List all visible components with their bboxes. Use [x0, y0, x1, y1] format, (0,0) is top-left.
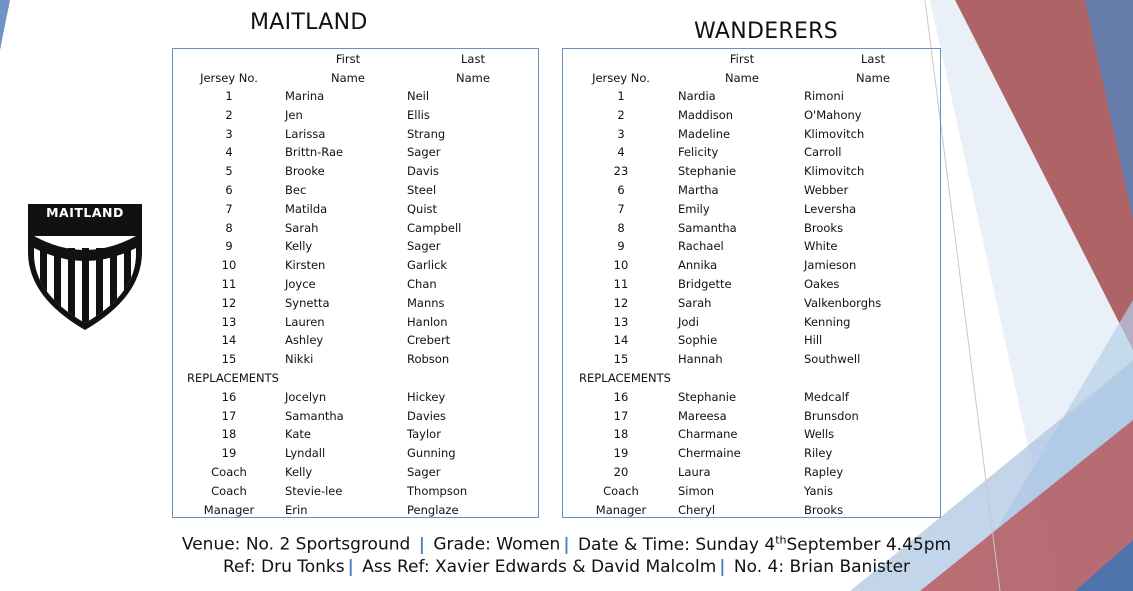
table-row — [173, 221, 538, 240]
last-name: Rapley — [804, 465, 844, 479]
jersey-number: Coach — [211, 465, 247, 479]
first-name: Mareesa — [678, 408, 727, 423]
first-name: Madeline — [678, 126, 731, 141]
first-name: Jodi — [678, 314, 699, 329]
first-name: Emily — [678, 201, 710, 216]
last-name: Gunning — [407, 446, 456, 461]
first-name: Synetta — [285, 295, 330, 310]
last-name: Davies — [407, 408, 446, 423]
last-name: Klimovitch — [804, 164, 865, 179]
jersey-number: 8 — [225, 220, 233, 235]
first-name: Cheryl — [678, 502, 716, 517]
ass-ref-text: Ass Ref: Xavier Edwards & David Malcolm — [362, 557, 717, 577]
jersey-number: 19 — [613, 446, 629, 461]
jersey-number: 1 — [225, 89, 233, 103]
table-row — [563, 503, 940, 522]
jersey-number: Manager — [595, 502, 647, 517]
first-name: Samantha — [285, 408, 344, 423]
last-name: Brooks — [804, 502, 844, 517]
first-name: Laura — [678, 465, 711, 479]
first-name: Bec — [285, 183, 307, 197]
header-last-top: Last — [861, 52, 885, 66]
first-name: Martha — [678, 183, 719, 197]
first-name: Felicity — [678, 145, 719, 160]
jersey-number: 6 — [225, 183, 233, 197]
table-row — [563, 164, 940, 183]
table-row — [563, 409, 940, 428]
first-name: Rachael — [678, 239, 724, 254]
first-name: Kate — [285, 427, 311, 442]
jersey-number: 12 — [221, 295, 237, 310]
last-name: Leversha — [804, 201, 857, 216]
first-name: Joyce — [285, 277, 316, 291]
team-title-maitland: MAITLAND — [250, 10, 368, 35]
jersey-number: 3 — [225, 126, 233, 141]
table-row — [563, 390, 940, 409]
last-name: White — [804, 239, 838, 254]
grade-text: Grade: Women — [433, 534, 561, 555]
separator: | — [418, 534, 425, 555]
first-name: Lyndall — [285, 446, 326, 461]
last-name: Jamieson — [804, 258, 857, 273]
team-panel-maitland — [172, 48, 539, 518]
table-row — [563, 465, 940, 484]
jersey-number: 11 — [613, 277, 629, 291]
jersey-number: 10 — [221, 258, 237, 273]
team-title-wanderers: WANDERERS — [694, 19, 839, 44]
last-name: Manns — [407, 295, 445, 310]
header-jersey: Jersey No. — [200, 71, 258, 85]
jersey-number: 19 — [221, 446, 237, 461]
last-name: Sager — [407, 145, 441, 160]
header-last-top: Last — [461, 52, 485, 66]
first-name: Kirsten — [285, 258, 326, 273]
last-name: Sager — [407, 239, 441, 254]
first-name: Jocelyn — [285, 389, 327, 404]
table-row — [173, 108, 538, 127]
venue-text: Venue: No. 2 Sportsground — [181, 534, 411, 555]
table-row — [563, 145, 940, 164]
separator: | — [719, 557, 726, 577]
no4-text: No. 4: Brian Banister — [733, 557, 911, 577]
table-row — [563, 221, 940, 240]
table-row — [173, 183, 538, 202]
table-row — [173, 296, 538, 315]
last-name: Klimovitch — [804, 126, 865, 141]
last-name: Riley — [804, 446, 833, 461]
first-name: Matilda — [285, 201, 328, 216]
last-name: Kenning — [804, 314, 851, 329]
separator: | — [563, 534, 570, 555]
logo-title-text: MAITLAND — [46, 205, 124, 220]
first-name: Hannah — [678, 352, 723, 367]
jersey-number: 17 — [613, 408, 629, 423]
first-name: Charmane — [678, 427, 738, 442]
last-name: Sager — [407, 465, 441, 479]
jersey-number: 15 — [613, 352, 629, 367]
replacements-heading: REPLACEMENTS — [579, 371, 671, 385]
jersey-number: 9 — [617, 239, 625, 254]
first-name: Jen — [285, 107, 303, 122]
team-panel-wanderers — [562, 48, 941, 518]
last-name: Quist — [407, 201, 438, 216]
last-name: Robson — [407, 352, 450, 367]
datetime-text: Date & Time: Sunday 4thSeptember 4.45pm — [577, 533, 952, 555]
jersey-number: 12 — [613, 295, 629, 310]
table-row — [173, 390, 538, 409]
jersey-number: 2 — [617, 107, 625, 122]
last-name: Carroll — [804, 145, 842, 160]
last-name: Webber — [804, 183, 849, 197]
jersey-number: 11 — [221, 277, 237, 291]
first-name: Marina — [285, 89, 325, 103]
table-row — [173, 352, 538, 371]
table-row — [173, 277, 538, 296]
jersey-number: 23 — [613, 164, 629, 179]
last-name: Campbell — [407, 220, 462, 235]
jersey-number: 6 — [617, 183, 625, 197]
last-name: Taylor — [407, 427, 441, 442]
last-name: Wells — [804, 427, 835, 442]
table-row — [173, 465, 538, 484]
header-jersey: Jersey No. — [592, 71, 650, 85]
jersey-number: 17 — [221, 408, 237, 423]
last-name: Davis — [407, 164, 439, 179]
match-details-line-1 — [0, 533, 1133, 555]
first-name: Nardia — [678, 89, 716, 103]
table-row — [173, 333, 538, 352]
jersey-number: 13 — [221, 314, 237, 329]
first-name: Larissa — [285, 126, 326, 141]
last-name: Brooks — [804, 220, 844, 235]
first-name: Sarah — [285, 220, 319, 235]
first-name: Annika — [678, 258, 718, 273]
table-row — [173, 427, 538, 446]
first-name: Brooke — [285, 164, 325, 179]
last-name: Hill — [804, 333, 823, 348]
jersey-number: 4 — [225, 145, 233, 160]
last-name: Brunsdon — [804, 408, 859, 423]
table-row — [173, 503, 538, 522]
jersey-number: 1 — [617, 89, 625, 103]
jersey-number: 4 — [617, 145, 625, 160]
table-row — [173, 239, 538, 258]
jersey-number: 2 — [225, 107, 233, 122]
first-name: Nikki — [285, 352, 314, 367]
jersey-number: 8 — [617, 220, 625, 235]
first-name: Chermaine — [678, 446, 741, 461]
last-name: Rimoni — [804, 89, 844, 103]
first-name: Simon — [678, 483, 715, 498]
table-row — [173, 484, 538, 503]
first-name: Kelly — [285, 239, 313, 254]
table-row — [563, 239, 940, 258]
jersey-number: 16 — [613, 389, 629, 404]
last-name: Southwell — [804, 352, 861, 367]
header-last-bottom: Name — [456, 71, 490, 85]
first-name: Stephanie — [678, 164, 737, 179]
jersey-number: 7 — [225, 201, 233, 216]
first-name: Stevie-lee — [285, 483, 343, 498]
first-name: Lauren — [285, 314, 325, 329]
jersey-number: 9 — [225, 239, 233, 254]
header-last-bottom: Name — [856, 71, 890, 85]
last-name: Steel — [407, 183, 437, 197]
jersey-number: 13 — [613, 314, 629, 329]
table-row — [563, 333, 940, 352]
replacements-heading: REPLACEMENTS — [187, 371, 279, 385]
header-first-bottom: Name — [331, 71, 365, 85]
table-row — [563, 258, 940, 277]
match-details-line-2 — [0, 557, 1133, 577]
table-row — [173, 127, 538, 146]
table-row — [563, 427, 940, 446]
last-name: Chan — [407, 277, 437, 291]
first-name: Brittn-Rae — [285, 145, 344, 160]
jersey-number: 5 — [225, 164, 233, 179]
header-first-top: First — [335, 52, 361, 66]
table-row — [563, 446, 940, 465]
table-row — [563, 484, 940, 503]
ref-text: Ref: Dru Tonks — [222, 557, 345, 577]
first-name: Bridgette — [678, 277, 732, 291]
last-name: Valkenborghs — [804, 295, 882, 310]
table-row — [173, 164, 538, 183]
table-row — [563, 89, 940, 108]
jersey-number: 7 — [617, 201, 625, 216]
table-row — [173, 446, 538, 465]
first-name: Maddison — [678, 107, 734, 122]
table-row — [563, 352, 940, 371]
jersey-number: 18 — [221, 427, 237, 442]
logo-arc-text: RUGBY CLUB — [48, 228, 122, 238]
table-row — [173, 258, 538, 277]
first-name: Ashley — [285, 333, 324, 348]
maitland-rugby-club-logo — [26, 202, 144, 332]
table-row — [563, 202, 940, 221]
first-name: Erin — [285, 502, 308, 517]
table-row — [563, 277, 940, 296]
first-name: Samantha — [678, 220, 737, 235]
separator: | — [347, 557, 354, 577]
table-row — [173, 409, 538, 428]
table-row — [563, 183, 940, 202]
first-name: Sarah — [678, 295, 712, 310]
jersey-number: 10 — [613, 258, 629, 273]
header-first-bottom: Name — [725, 71, 759, 85]
jersey-number: 20 — [613, 465, 629, 479]
last-name: Penglaze — [407, 502, 459, 517]
jersey-number: Coach — [603, 483, 639, 498]
last-name: Ellis — [407, 107, 430, 122]
last-name: Strang — [407, 126, 446, 141]
last-name: Neil — [407, 89, 430, 103]
jersey-number: 15 — [221, 352, 237, 367]
last-name: O'Mahony — [804, 107, 862, 122]
first-name: Kelly — [285, 465, 313, 479]
jersey-number: 14 — [613, 333, 629, 348]
jersey-number: 16 — [221, 389, 237, 404]
table-row — [563, 127, 940, 146]
table-row — [173, 89, 538, 108]
table-row — [173, 145, 538, 164]
last-name: Oakes — [804, 277, 840, 291]
table-row — [563, 296, 940, 315]
last-name: Thompson — [407, 483, 468, 498]
first-name: Sophie — [678, 333, 718, 348]
table-row — [563, 108, 940, 127]
last-name: Hanlon — [407, 314, 448, 329]
table-row — [563, 315, 940, 334]
first-name: Stephanie — [678, 389, 737, 404]
last-name: Yanis — [804, 483, 833, 498]
jersey-number: 14 — [221, 333, 237, 348]
jersey-number: Coach — [211, 483, 247, 498]
jersey-number: Manager — [203, 502, 255, 517]
last-name: Crebert — [407, 333, 451, 348]
table-row — [173, 202, 538, 221]
jersey-number: 3 — [617, 126, 625, 141]
header-first-top: First — [729, 52, 755, 66]
last-name: Hickey — [407, 389, 446, 404]
last-name: Garlick — [407, 258, 448, 273]
table-row — [173, 315, 538, 334]
jersey-number: 18 — [613, 427, 629, 442]
last-name: Medcalf — [804, 389, 849, 404]
